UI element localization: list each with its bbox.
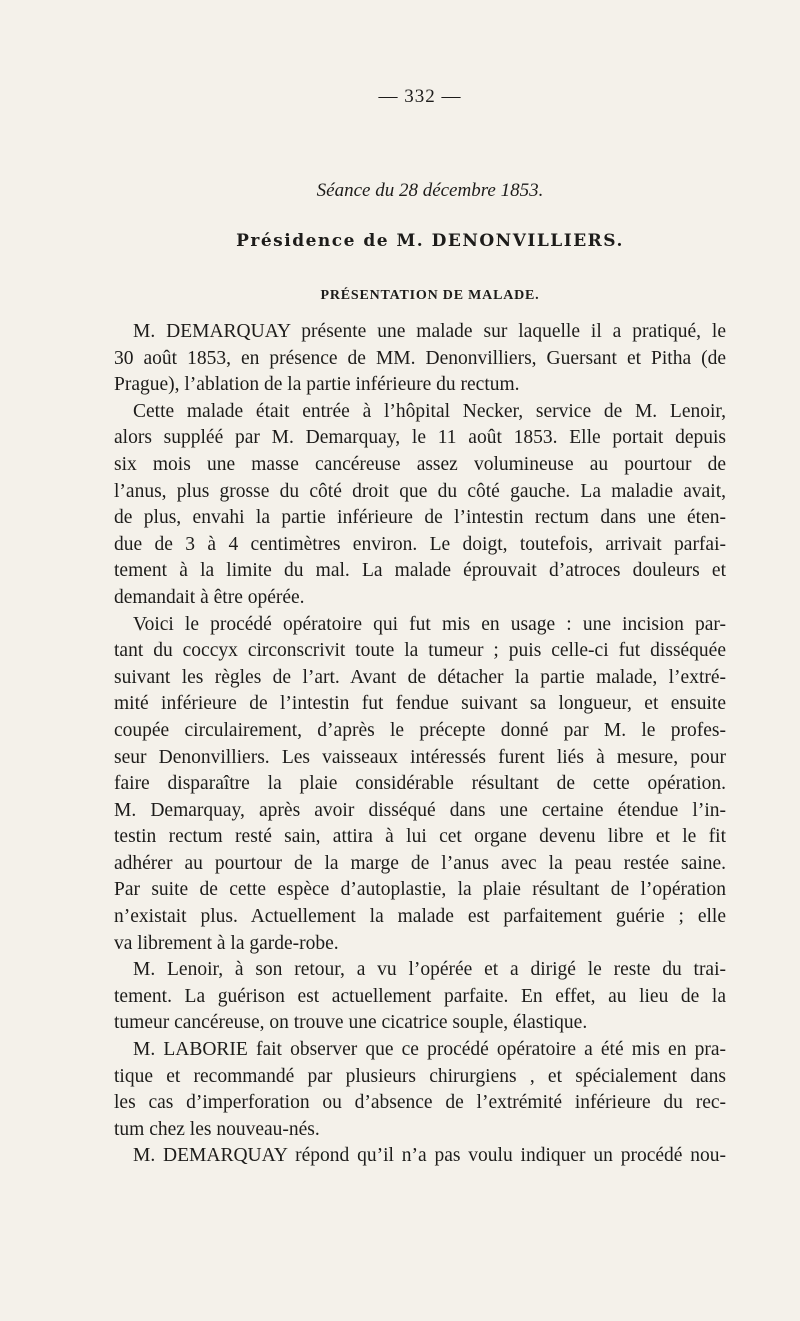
text-line: tement. La guérison est actuellement parfaite. En effet, au lieu de la	[114, 985, 726, 1007]
text-line: M. DEMARQUAY présente une malade sur laquelle il a pratiqué, le	[133, 321, 726, 342]
text-line: adhérer au pourtour de la marge de l’anus avec la peau restée saine.	[114, 852, 726, 874]
text-line: Par suite de cette espèce d’autoplastie, la plaie résultant de l’opération	[114, 879, 726, 901]
text-line: les cas d’imperforation ou d’absence de l’extrémité inférieure du rec-	[114, 1092, 726, 1114]
text-line: alors suppléé par M. Demarquay, le 11 août 1853. Elle portait depuis	[114, 427, 726, 449]
text-line: M. Lenoir, à son retour, a vu l’opérée et a dirigé le reste du trai-	[133, 959, 726, 981]
text-line: suivant les règles de l’art. Avant de détacher la partie malade, l’extré-	[114, 666, 726, 688]
page-number: — 332 —	[378, 86, 462, 107]
text-line: due de 3 à 4 centimètres environ. Le doigt, toutefois, arrivait parfai-	[114, 533, 726, 555]
text-line: testin rectum resté sain, attira à lui cet organe devenu libre et le fit	[114, 826, 726, 848]
text-line: va librement à la garde-robe.	[114, 932, 339, 954]
text-line: tum chez les nouveau-nés.	[114, 1118, 320, 1140]
session-title: Séance du 28 décembre 1853.	[316, 180, 544, 201]
text-line: faire disparaître la plaie considérable résultant de cette opération.	[114, 773, 726, 795]
text-line: 30 août 1853, en présence de MM. Denonvilliers, Guersant et Pitha (de	[114, 347, 726, 369]
text-line: n’existait plus. Actuellement la malade est parfaitement guérie ; elle	[114, 906, 726, 928]
text-line: tique et recommandé par plusieurs chirurgiens , et spécialement dans	[114, 1065, 726, 1087]
text-line: l’anus, plus grosse du côté droit que du côté gauche. La maladie avait,	[114, 480, 726, 502]
text-line: M. LABORIE fait observer que ce procédé opératoire a été mis en pra-	[133, 1039, 726, 1061]
text-line: seur Denonvilliers. Les vaisseaux intéressés furent liés à mesure, pour	[114, 746, 726, 768]
text-line: tant du coccyx circonscrivit toute la tumeur ; puis celle-ci fut disséquée	[114, 640, 726, 662]
section-title: PRÉSENTATION DE MALADE.	[320, 288, 540, 303]
text-line: de plus, envahi la partie inférieure de l’intestin rectum dans une éten-	[114, 507, 726, 529]
text-line: six mois une masse cancéreuse assez volumineuse au pourtour de	[114, 453, 726, 475]
text-line: M. Demarquay, après avoir disséqué dans une certaine étendue l’in-	[114, 799, 726, 821]
text-line: Cette malade était entrée à l’hôpital Necker, service de M. Lenoir,	[133, 400, 726, 422]
text-line: tumeur cancéreuse, on trouve une cicatrice souple, élastique.	[114, 1012, 588, 1034]
text-line: mité inférieure de l’intestin fut fendue suivant sa longueur, et ensuite	[114, 693, 726, 715]
body-text	[114, 319, 726, 1170]
text-line: tement à la limite du mal. La malade éprouvait d’atroces douleurs et	[114, 560, 726, 582]
text-line: coupée circulairement, d’après le précepte donné par M. le profes-	[114, 719, 726, 741]
text-line: demandait à être opérée.	[114, 586, 305, 608]
text-line: Prague), l’ablation de la partie inférieure du rectum.	[114, 374, 520, 396]
text-line: M. DEMARQUAY répond qu’il n’a pas voulu indiquer un procédé nou-	[133, 1145, 726, 1167]
presidency-heading: Présidence de M. DENONVILLIERS.	[236, 231, 624, 251]
text-line: Voici le procédé opératoire qui fut mis en usage : une incision par-	[133, 613, 726, 635]
